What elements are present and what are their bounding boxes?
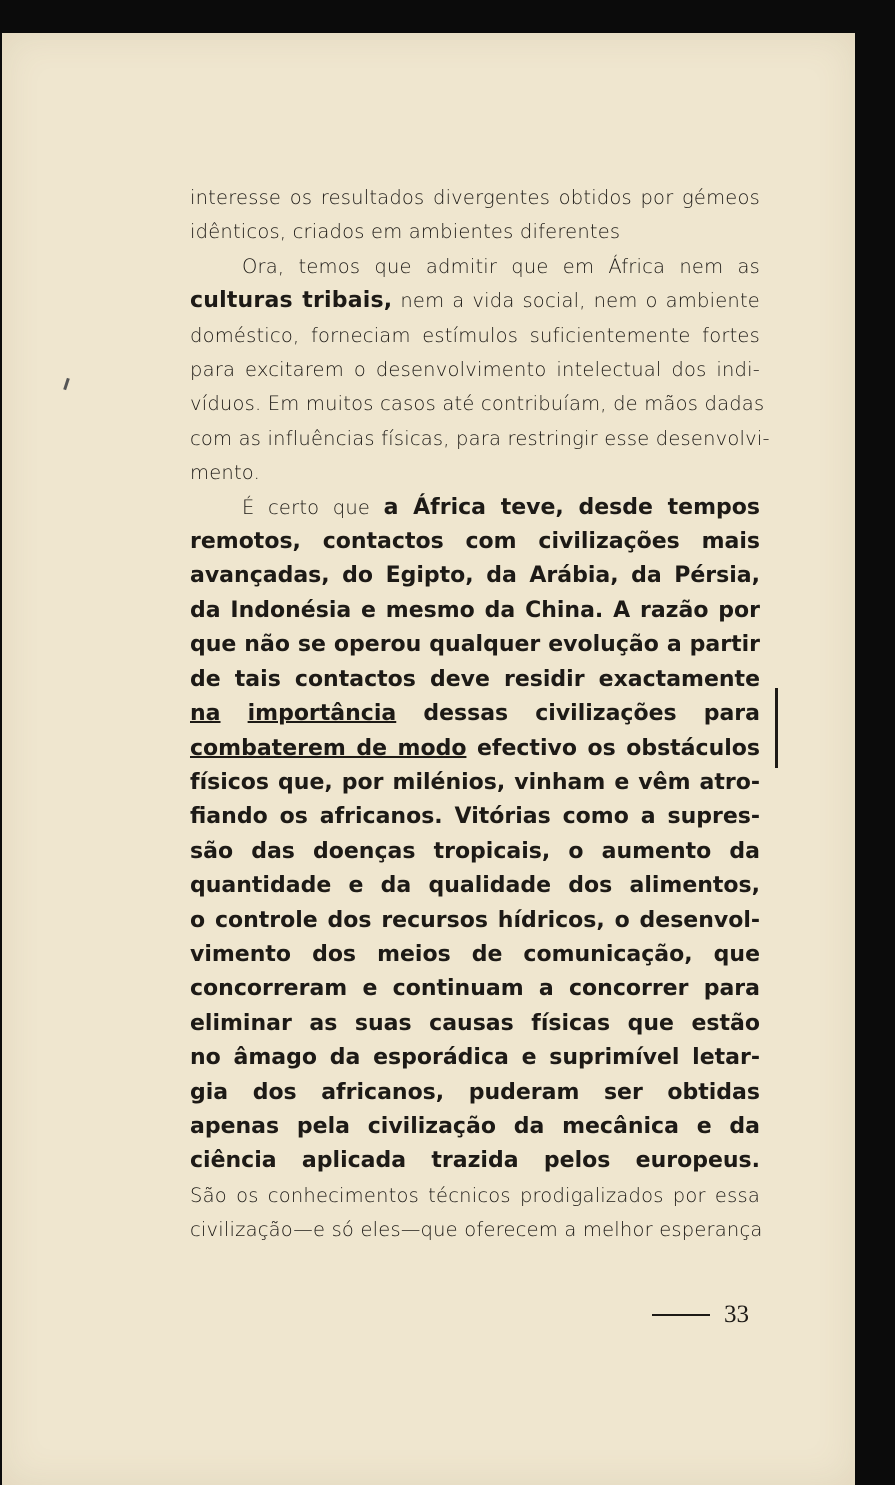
paragraph-3 (190, 491, 760, 1179)
text-line: civilização—e só eles—que oferecem a melhor esperança (190, 1218, 763, 1242)
text-fragment: efectivo os obstáculos (466, 735, 760, 761)
text-fragment: nem a vida social, nem o ambiente (392, 289, 760, 313)
text-line: mento. (190, 461, 260, 485)
text-line (190, 491, 760, 525)
text-line: físicos que, por milénios, vinham e vêm atro- (190, 769, 760, 795)
underlined-phrase: combaterem de modo (190, 735, 467, 761)
text-line: apenas pela civilização da mecânica e da (190, 1113, 760, 1139)
paragraph-1 (190, 181, 760, 250)
text-line: da Indonésia e mesmo da China. A razão por (190, 597, 760, 623)
text-line: Ora, temos que admitir que em África nem as (242, 254, 760, 278)
margin-pencil-mark (63, 378, 70, 390)
text-line: concorreram e continuam a concorrer para (190, 976, 760, 1002)
underlined-word: na (190, 701, 221, 727)
text-line: doméstico, forneciam estímulos suficientemente fortes (190, 323, 760, 347)
footer-rule (652, 1314, 710, 1316)
underlined-word: importância (247, 701, 397, 727)
text-line: de tais contactos deve residir exactamente (190, 666, 760, 692)
margin-annotation-bar (775, 688, 778, 768)
text-fragment: É certo que (242, 495, 384, 519)
text-line: fiando os africanos. Vitórias como a supres- (190, 804, 760, 830)
text-line: interesse os resultados divergentes obtidos por gémeos (190, 186, 760, 209)
text-line: com as influências físicas, para restringir esse desenvolvi- (190, 426, 770, 450)
page-number: 33 (724, 1301, 749, 1328)
text-line (190, 732, 760, 766)
paragraph-2 (190, 250, 770, 491)
text-line: remotos, contactos com civilizações mais (190, 529, 760, 555)
text-line: para excitarem o desenvolvimento intelectual dos indi- (190, 358, 760, 382)
text-line: avançadas, do Egipto, da Arábia, da Pérsia, (190, 563, 760, 589)
text-line: que não se operou qualquer evolução a partir (190, 632, 760, 658)
text-line (190, 284, 760, 318)
book-page (2, 33, 855, 1485)
text-line: o controle dos recursos hídricos, o desenvol- (190, 907, 760, 933)
text-line: no âmago da esporádica e suprimível letar- (190, 1045, 760, 1071)
text-fragment: dessas civilizações para (396, 701, 760, 727)
text-line: ciência aplicada trazida pelos europeus. (190, 1148, 760, 1174)
text-line: quantidade e da qualidade dos alimentos, (190, 873, 760, 899)
text-line: vimento dos meios de comunicação, que (190, 941, 760, 967)
paragraph-3-continued (190, 1179, 763, 1248)
text-line (190, 697, 760, 731)
body-text (190, 181, 770, 1248)
page-footer (652, 1301, 749, 1329)
text-line: víduos. Em muitos casos até contribuíam, de mãos dadas (190, 392, 765, 416)
text-fragment: a África teve, desde tempos (383, 494, 760, 520)
bold-phrase: culturas tribais, (190, 288, 393, 314)
text-line: São os conhecimentos técnicos prodigalizados por essa (190, 1183, 760, 1207)
text-line: eliminar as suas causas físicas que estão (190, 1010, 760, 1036)
text-line: idênticos, criados em ambientes diferentes (190, 220, 621, 244)
text-line: gia dos africanos, puderam ser obtidas (190, 1079, 760, 1105)
text-line: são das doenças tropicais, o aumento da (190, 838, 760, 864)
